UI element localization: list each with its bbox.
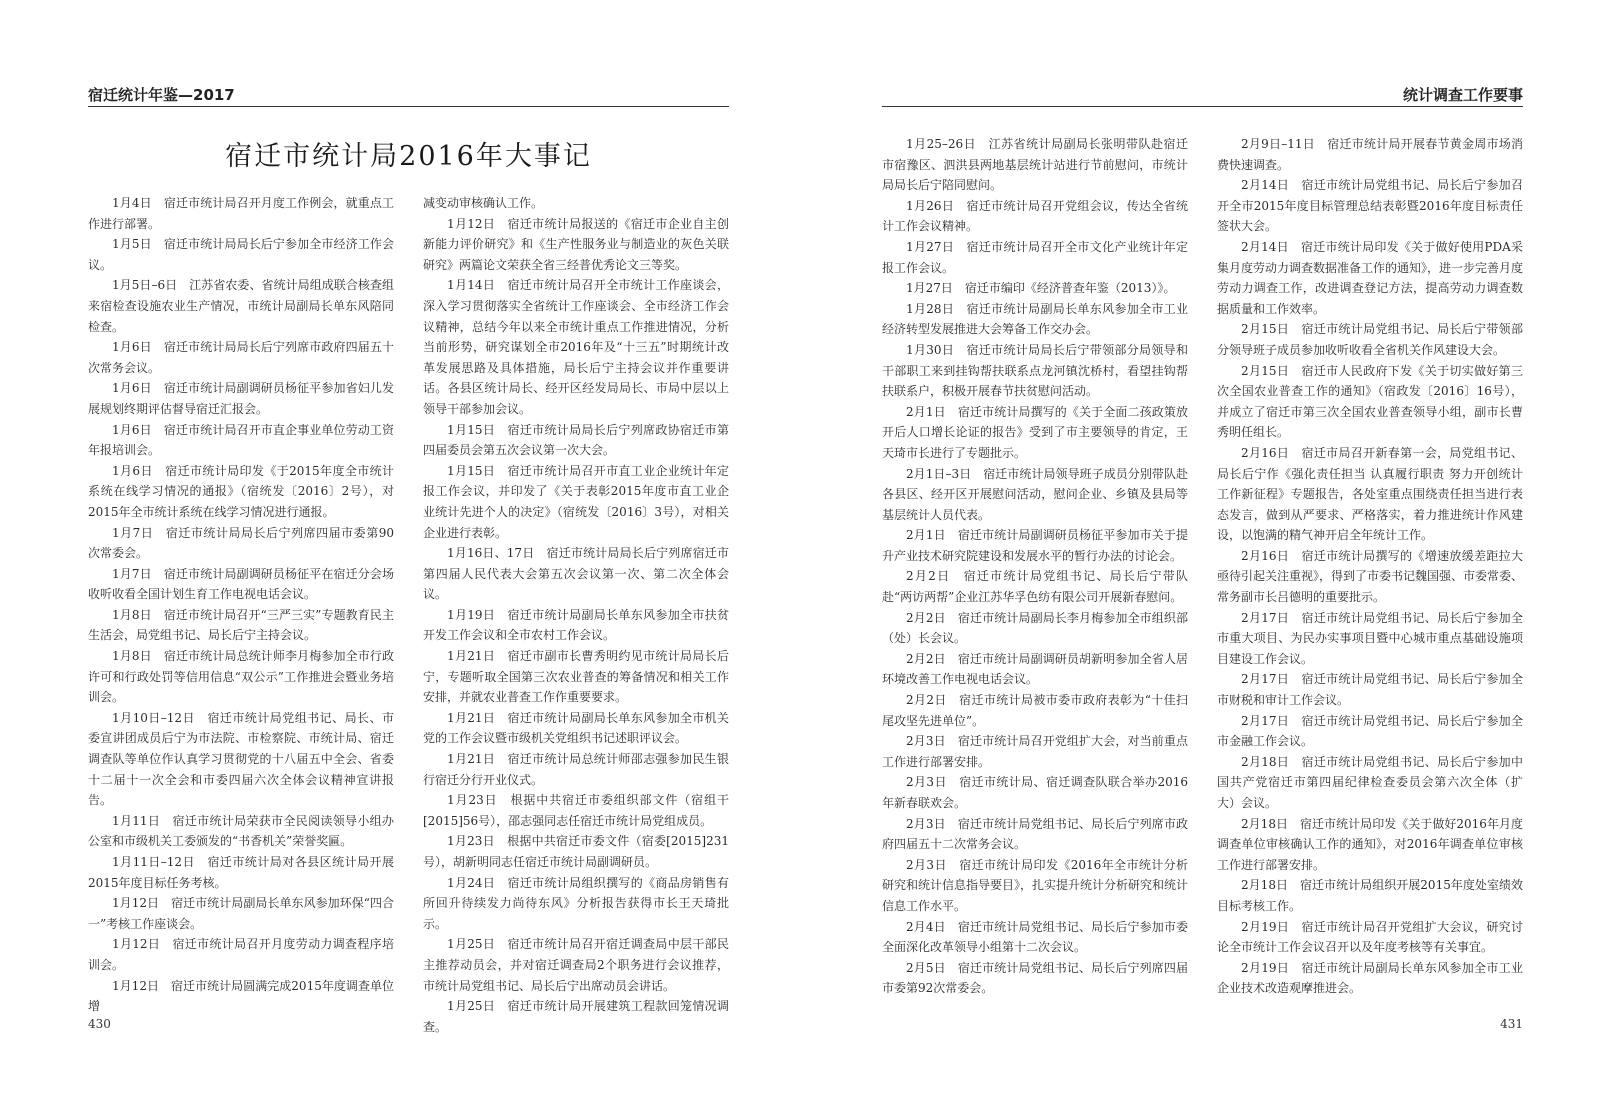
- left-column-1: [88, 193, 394, 1017]
- chronicle-entry: 1月12日 宿迁市统计局圆满完成2015年度调查单位增: [88, 978, 394, 1014]
- chronicle-entry: 2月9日–11日 宿迁市统计局开展春节黄金周市场消费快速调查。: [1217, 137, 1523, 172]
- chronicle-entry: 2月3日 宿迁市统计局、宿迁调查队联合举办2016年新春联欢会。: [882, 775, 1188, 810]
- chronicle-entry: 2月5日 宿迁市统计局党组书记、局长后宁列席四届市委第92次常委会。: [882, 960, 1188, 996]
- chronicle-entry: 1月8日 宿迁市统计局召开“三严三实”专题教育民主生活会，局党组书记、局长后宁主持会议。: [88, 607, 394, 643]
- chronicle-entry: 1月5日–6日 江苏省农委、省统计局组成联合核查组来宿检查设施农业生产情况，市统计局副局长单东风陪同检查。: [88, 278, 394, 334]
- chronicle-entry: 1月24日 宿迁市统计局组织撰写的《商品房销售有所回升待续发力尚待东风》分析报告获得市长王天琦批示。: [423, 875, 729, 931]
- chronicle-entry: 2月14日 宿迁市统计局党组书记、局长后宁参加召开全市2015年度目标管理总结表彰暨2016年度目标责任签状大会。: [1217, 178, 1523, 234]
- page-number-left: 430: [88, 1017, 111, 1031]
- chronicle-entry: 1月25日 宿迁市统计局召开宿迁调查局中层干部民主推荐动员会，并对宿迁调查局2个职务进行会议推荐，市统计局党组书记、局长后宁出席动员会讲话。: [423, 937, 729, 993]
- chronicle-entry: 2月18日 宿迁市统计局组织开展2015年度处室绩效目标考核工作。: [1217, 878, 1523, 913]
- chronicle-entry: 2月1日 宿迁市统计局副调研员杨征平参加市关于提升产业技术研究院建设和发展水平的暂行办法的讨论会。: [882, 528, 1188, 563]
- chronicle-entry: 1月15日 宿迁市统计局召开市直工业企业统计年定报工作会议，并印发了《关于表彰2015年度市直工业企业统计先进个人的决定》（宿统发〔2016〕3号），对相关企业进行表彰。: [423, 463, 729, 540]
- chronicle-entry: 1月23日 根据中共宿迁市委文件（宿委[2015]231号），胡新明同志任宿迁市统计局副调研员。: [423, 834, 729, 869]
- right-column-1: [882, 134, 1188, 999]
- running-head-left: 宿迁统计年鉴—2017: [88, 84, 729, 107]
- chronicle-entry: 2月14日 宿迁市统计局印发《关于做好使用PDA采集月度劳动力调查数据准备工作的通知》，进一步完善月度劳动力调查工作，改进调查登记方法，提高劳动力调查数据质量和工作效率。: [1217, 239, 1524, 316]
- left-column-2: [423, 193, 729, 1037]
- chronicle-entry: 2月19日 宿迁市统计局召开党组扩大会议，研究讨论全市统计工作会议召开以及年度考核等有关事宜。: [1217, 919, 1523, 955]
- chronicle-entry: 1月21日 宿迁市统计局总统计师邵志强参加民生银行宿迁分行开业仪式。: [423, 752, 729, 787]
- chronicle-entry: 1月11日–12日 宿迁市统计局对各县区统计局开展2015年度目标任务考核。: [88, 855, 394, 890]
- chronicle-entry: 2月18日 宿迁市统计局党组书记、局长后宁参加中国共产党宿迁市第四届纪律检查委员会第六次全体（扩大）会议。: [1217, 754, 1523, 810]
- chronicle-entry: 1月25–26日 江苏省统计局副局长张明带队赴宿迁市宿豫区、泗洪县两地基层统计站进行节前慰问，市统计局局长后宁陪同慰问。: [882, 137, 1188, 193]
- chronicle-entry: 减变动审核确认工作。: [423, 196, 544, 210]
- document-title: 宿迁市统计局2016年大事记: [225, 141, 592, 172]
- chronicle-entry: 2月15日 宿迁市统计局党组书记、局长后宁带领部分领导班子成员参加收听收看全省机关作风建设大会。: [1217, 322, 1523, 357]
- chronicle-entry: 1月30日 宿迁市统计局局长后宁带领部分局领导和干部职工来到挂钩帮扶联系点龙河镇沈桥村，看望挂钩帮扶联系户，积极开展春节扶贫慰问活动。: [882, 342, 1188, 399]
- chronicle-entry: 1月21日 宿迁市副市长曹秀明约见市统计局局长后宁，专题听取全国第三次农业普查的筹备情况和相关工作安排，并就农业普查工作作重要要求。: [423, 649, 729, 705]
- chronicle-entry: 1月6日 宿迁市统计局副调研员杨征平参加省妇儿发展规划终期评估督导宿迁汇报会。: [88, 381, 394, 416]
- chronicle-entry: 2月2日 宿迁市统计局被市委市政府表彰为“十佳扫尾攻坚先进单位”。: [882, 693, 1188, 728]
- chronicle-entry: 1月12日 宿迁市统计局召开月度劳动力调查程序培训会。: [88, 937, 394, 972]
- chronicle-entry: 2月4日 宿迁市统计局党组书记、局长后宁参加市委全面深化改革领导小组第十二次会议。: [882, 919, 1188, 955]
- chronicle-entry: 2月2日 宿迁市统计局副局长李月梅参加全市组织部（处）长会议。: [882, 610, 1188, 646]
- chronicle-entry: 1月27日 宿迁市统计局召开全市文化产业统计年定报工作会议。: [882, 239, 1188, 275]
- chronicle-entry: 1月14日 宿迁市统计局召开全市统计工作座谈会，深入学习贯彻落实全省统计工作座谈会、全市经济工作会议精神，总结今年以来全市统计重点工作推进情况，分析当前形势，研究谋划全市2016年及“十三五”时期统计改革发展思路及具体措施，局长后宁主持会议并作重要讲话。各县区统计局长、经开区经发局局长、市局中层以上领导干部参加会议。: [423, 278, 729, 416]
- chronicle-entry: 2月2日 宿迁市统计局副调研员胡新明参加全省人居环境改善工作电视电话会议。: [882, 651, 1188, 687]
- chronicle-entry: 2月16日 宿迁市统计局撰写的《增速放缓差距拉大 亟待引起关注重视》，得到了市委书记魏国强、市委常委、常务副市长吕德明的重要批示。: [1217, 548, 1536, 605]
- chronicle-entry: 1月4日 宿迁市统计局召开月度工作例会，就重点工作进行部署。: [88, 196, 394, 231]
- chronicle-entry: 2月17日 宿迁市统计局党组书记、局长后宁参加全市金融工作会议。: [1217, 713, 1523, 749]
- chronicle-entry: 1月12日 宿迁市统计局副局长单东风参加环保“四合一”考核工作座谈会。: [88, 896, 394, 931]
- chronicle-entry: 1月23日 根据中共宿迁市委组织部文件（宿组干[2015]56号），邵志强同志任宿迁市统计局党组成员。: [423, 793, 729, 828]
- chronicle-entry: 1月7日 宿迁市统计局副调研员杨征平在宿迁分会场收听收看全国计划生育工作电视电话会议。: [88, 566, 394, 602]
- chronicle-entry: 1月19日 宿迁市统计局副局长单东风参加全市扶贫开发工作会议和全市农村工作会议。: [423, 607, 729, 643]
- chronicle-entry: 1月7日 宿迁市统计局局长后宁列席四届市委第90次常委会。: [88, 525, 394, 561]
- chronicle-entry: 1月16日、17日 宿迁市统计局局长后宁列席宿迁市第四届人民代表大会第五次会议第一次、第二次全体会议。: [423, 546, 729, 602]
- chronicle-entry: 2月18日 宿迁市统计局印发《关于做好2016年月度调查单位审核确认工作的通知》，对2016年调查单位审核工作进行部署安排。: [1217, 816, 1523, 872]
- chronicle-entry: 1月8日 宿迁市统计局总统计师李月梅参加全市行政许可和行政处罚等信用信息“双公示”工作推进会暨业务培训会。: [88, 649, 394, 705]
- chronicle-entry: 1月6日 宿迁市统计局局长后宁列席市政府四届五十次常务会议。: [88, 340, 394, 375]
- chronicle-entry: 2月17日 宿迁市统计局党组书记、局长后宁参加全市重大项目、为民办实事项目暨中心城市重点基础设施项目建设工作会议。: [1217, 610, 1523, 666]
- chronicle-entry: 1月5日 宿迁市统计局局长后宁参加全市经济工作会议。: [88, 237, 394, 272]
- chronicle-entry: 1月6日 宿迁市统计局召开市直企事业单位劳动工资年报培训会。: [88, 422, 394, 458]
- chronicle-entry: 2月19日 宿迁市统计局副局长单东风参加全市工业企业技术改造观摩推进会。: [1217, 960, 1523, 996]
- chronicle-entry: 1月10日–12日 宿迁市统计局党组书记、局长、市委宣讲团成员后宁为市法院、市检察院、市统计局、宿迁调查队等单位作认真学习贯彻党的十八届五中全会、省委十二届十一次全会和市委四届六次全体会议精神宣讲报告。: [88, 710, 394, 808]
- chronicle-entry: 1月27日 宿迁市编印《经济普查年鉴（2013）》。: [906, 281, 1176, 296]
- chronicle-entry: 1月12日 宿迁市统计局报送的《宿迁市企业自主创新能力评价研究》和《生产性服务业与制造业的灰色关联研究》两篇论文荣获全省三经普优秀论文三等奖。: [423, 216, 729, 272]
- chronicle-entry: 2月17日 宿迁市统计局党组书记、局长后宁参加全市财税和审计工作会议。: [1217, 672, 1523, 708]
- chronicle-entry: 1月26日 宿迁市统计局召开党组会议，传达全省统计工作会议精神。: [882, 198, 1188, 234]
- chronicle-entry: 1月6日 宿迁市统计局印发《于2015年度全市统计系统在线学习情况的通报》（宿统发〔2016〕2号），对2015年全市统计系统在线学习情况进行通报。: [88, 463, 394, 519]
- chronicle-entry: 2月3日 宿迁市统计局印发《2016年全市统计分析研究和统计信息指导要目》，扎实提升统计分析研究和统计信息工作水平。: [882, 857, 1189, 913]
- chronicle-entry: 1月25日 宿迁市统计局开展建筑工程款回笼情况调查。: [423, 999, 729, 1034]
- chronicle-entry: 1月21日 宿迁市统计局副局长单东风参加全市机关党的工作会议暨市级机关党组织书记述职评议会。: [423, 710, 729, 746]
- chronicle-entry: 2月15日 宿迁市人民政府下发《关于切实做好第三次全国农业普查工作的通知》（宿政发〔2016〕16号），并成立了宿迁市第三次全国农业普查领导小组，副市长曹秀明任组长。: [1217, 363, 1523, 440]
- chronicle-entry: 2月1日–3日 宿迁市统计局领导班子成员分别带队赴各县区、经开区开展慰问活动，慰问企业、乡镇及县局等基层统计人员代表。: [882, 466, 1188, 522]
- left-page: [0, 0, 804, 1099]
- chronicle-entry: 1月15日 宿迁市统计局局长后宁列席政协宿迁市第四届委员会第五次会议第一次大会。: [423, 422, 729, 458]
- chronicle-entry: 1月28日 宿迁市统计局副局长单东风参加全市工业经济转型发展推进大会筹备工作交办会。: [882, 301, 1188, 337]
- running-head-right: 统计调查工作要事: [882, 84, 1523, 107]
- chronicle-entry: 2月16日 宿迁市局召开新春第一会，局党组书记、局长后宁作《强化责任担当 认真履行职责 努力开创统计工作新征程》专题报告，各处室重点围绕责任担当进行表态发言，做到从严要求、严格落实，着力推进统计作风建设，以饱满的精气神开启全年统计工作。: [1217, 445, 1523, 543]
- right-column-2: [1217, 134, 1536, 999]
- chronicle-entry: 2月1日 宿迁市统计局撰写的《关于全面二孩政策放开后人口增长论证的报告》受到了市主要领导的肯定，王天琦市长进行了专题批示。: [882, 404, 1188, 460]
- chronicle-entry: 2月3日 宿迁市统计局召开党组扩大会，对当前重点工作进行部署安排。: [882, 734, 1188, 769]
- chronicle-entry: 1月11日 宿迁市统计局荣获市全民阅读领导小组办公室和市级机关工委颁发的“书香机关”荣誉奖匾。: [88, 813, 394, 849]
- chronicle-entry: 2月2日 宿迁市统计局党组书记、局长后宁带队赴“两访两帮”企业江苏华孚色纺有限公司开展新春慰问。: [882, 569, 1188, 605]
- page-number-right: 431: [1500, 1017, 1523, 1031]
- chronicle-entry: 2月3日 宿迁市统计局党组书记、局长后宁列席市政府四届五十二次常务会议。: [882, 816, 1188, 852]
- right-page: [804, 0, 1609, 1099]
